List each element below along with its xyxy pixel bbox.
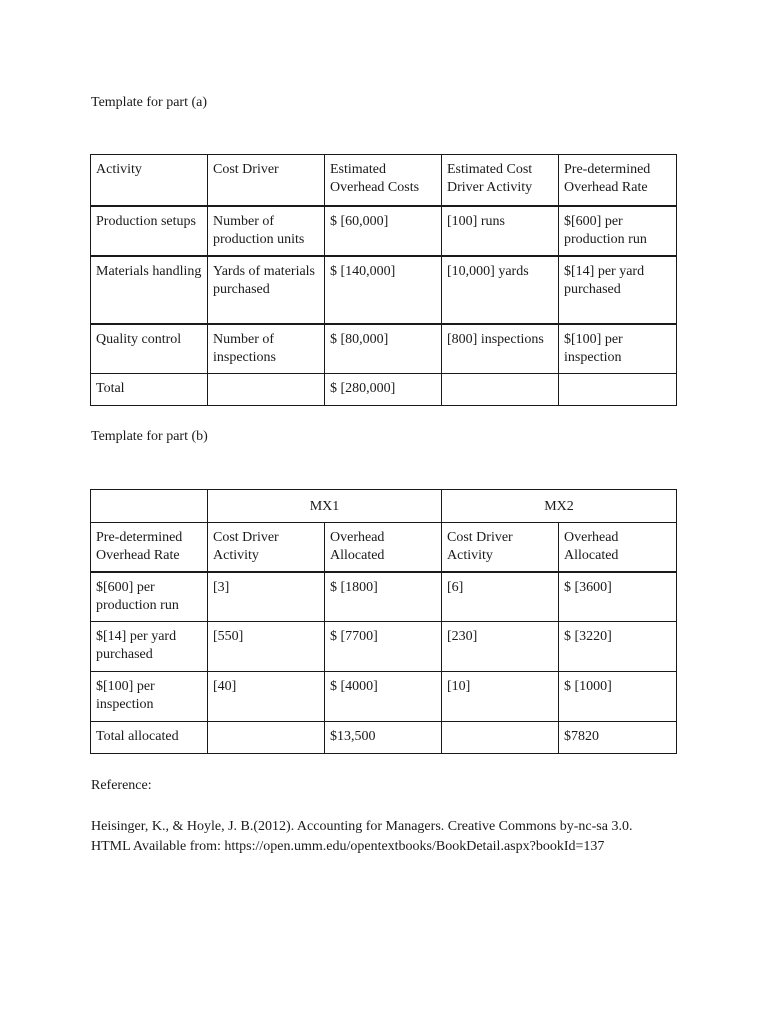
header-cell: Overhead Allocated xyxy=(559,523,677,572)
table-cell xyxy=(442,374,559,406)
table-row xyxy=(91,256,677,324)
table-cell: $ [1800] xyxy=(325,572,442,622)
table-header-row xyxy=(91,523,677,572)
reference-url: HTML Available from: https://open.umm.edu/opentextbooks/BookDetail.aspx?bookId=137 xyxy=(91,839,605,854)
group-header-row xyxy=(91,490,677,523)
table-cell: [10,000] yards xyxy=(442,256,559,324)
table-cell: $ [3220] xyxy=(559,622,677,672)
table-cell: $[100] per inspection xyxy=(559,324,677,374)
table-cell: $[14] per yard purchased xyxy=(559,256,677,324)
table-cell: $ [60,000] xyxy=(325,206,442,256)
table-cell: $[14] per yard purchased xyxy=(91,622,208,672)
table-row xyxy=(91,672,677,722)
table-cell: $ [4000] xyxy=(325,672,442,722)
table-cell: $[600] per production run xyxy=(559,206,677,256)
table-cell xyxy=(559,374,677,406)
table-cell: [3] xyxy=(208,572,325,622)
overhead-allocation-table xyxy=(90,489,677,754)
table-cell: [230] xyxy=(442,622,559,672)
table-cell: Total xyxy=(91,374,208,406)
header-cell: Cost Driver Activity xyxy=(442,523,559,572)
table-cell: $[100] per inspection xyxy=(91,672,208,722)
table-cell xyxy=(208,374,325,406)
table-cell xyxy=(442,722,559,754)
reference-citation: Heisinger, K., & Hoyle, J. B.(2012). Accounting for Managers. Creative Commons by-nc-sa 3.0. xyxy=(91,819,633,834)
table-cell: Quality control xyxy=(91,324,208,374)
table-row xyxy=(91,206,677,256)
table-cell: Yards of materials purchased xyxy=(208,256,325,324)
table-cell: [10] xyxy=(442,672,559,722)
activity-rate-table xyxy=(90,154,677,406)
empty-cell xyxy=(91,490,208,523)
header-cell: Pre-determined Overhead Rate xyxy=(559,155,677,206)
table-cell: Total allocated xyxy=(91,722,208,754)
header-cell: Estimated Overhead Costs xyxy=(325,155,442,206)
table-cell: $ [1000] xyxy=(559,672,677,722)
header-cell: Cost Driver Activity xyxy=(208,523,325,572)
reference-label: Reference: xyxy=(91,778,152,793)
table-cell: [800] inspections xyxy=(442,324,559,374)
table-cell: $13,500 xyxy=(325,722,442,754)
table-cell: $[600] per production run xyxy=(91,572,208,622)
table-cell: $ [7700] xyxy=(325,622,442,672)
table-cell: Number of production units xyxy=(208,206,325,256)
table-total-row xyxy=(91,722,677,754)
table-total-row xyxy=(91,374,677,406)
table-header-row xyxy=(91,155,677,206)
table-cell: [40] xyxy=(208,672,325,722)
table-cell: $7820 xyxy=(559,722,677,754)
part-b-heading: Template for part (b) xyxy=(91,429,208,444)
table-cell: [550] xyxy=(208,622,325,672)
header-cell: Estimated Cost Driver Activity xyxy=(442,155,559,206)
table-cell: [6] xyxy=(442,572,559,622)
table-cell: $ [3600] xyxy=(559,572,677,622)
header-cell: Pre-determined Overhead Rate xyxy=(91,523,208,572)
table-cell: $ [140,000] xyxy=(325,256,442,324)
group-header-mx1: MX1 xyxy=(208,490,442,523)
group-header-mx2: MX2 xyxy=(442,490,677,523)
table-cell: Production setups xyxy=(91,206,208,256)
table-row xyxy=(91,622,677,672)
table-cell: $ [80,000] xyxy=(325,324,442,374)
table-row xyxy=(91,572,677,622)
table-cell: Number of inspections xyxy=(208,324,325,374)
header-cell: Cost Driver xyxy=(208,155,325,206)
header-cell: Overhead Allocated xyxy=(325,523,442,572)
header-cell: Activity xyxy=(91,155,208,206)
part-a-heading: Template for part (a) xyxy=(91,95,208,110)
table-cell: [100] runs xyxy=(442,206,559,256)
table-cell: $ [280,000] xyxy=(325,374,442,406)
table-cell: Materials handling xyxy=(91,256,208,324)
table-row xyxy=(91,324,677,374)
table-cell xyxy=(208,722,325,754)
